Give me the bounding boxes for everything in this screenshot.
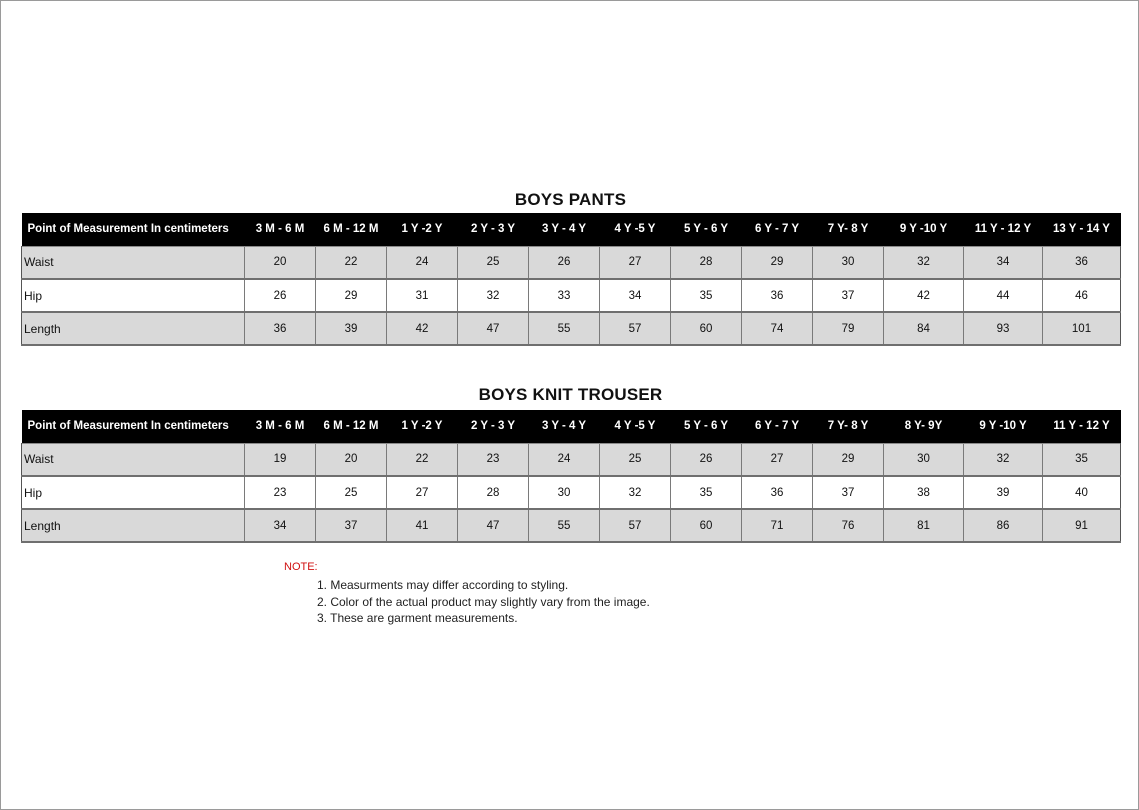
header-size: 3 Y - 4 Y [529, 410, 600, 443]
table-cell: 55 [529, 312, 600, 345]
table-cell: 34 [964, 246, 1043, 279]
table-cell: 81 [884, 509, 964, 542]
table-cell: 31 [387, 279, 458, 312]
table-cell: 30 [813, 246, 884, 279]
table-cell: 42 [884, 279, 964, 312]
header-size: 1 Y -2 Y [387, 213, 458, 246]
note-label: NOTE: [284, 561, 318, 573]
table-row [22, 509, 1121, 542]
table-cell: 32 [884, 246, 964, 279]
table-cell: 19 [245, 443, 316, 476]
table-cell: 26 [245, 279, 316, 312]
table-cell: 57 [600, 312, 671, 345]
table-cell: 20 [316, 443, 387, 476]
table-cell: 36 [742, 476, 813, 509]
boys-pants-table [21, 213, 1121, 346]
table-cell: 30 [529, 476, 600, 509]
note-item: 3. These are garment measurements. [317, 611, 518, 625]
table-cell: 24 [387, 246, 458, 279]
table-cell: 79 [813, 312, 884, 345]
table-cell: 37 [813, 279, 884, 312]
header-size: 4 Y -5 Y [600, 410, 671, 443]
table-cell: 71 [742, 509, 813, 542]
table-cell: 41 [387, 509, 458, 542]
table-cell: 27 [387, 476, 458, 509]
table-cell: 35 [1043, 443, 1121, 476]
notes-list [317, 577, 650, 627]
table-cell: 33 [529, 279, 600, 312]
header-size: 5 Y - 6 Y [671, 213, 742, 246]
table-cell: 36 [1043, 246, 1121, 279]
table-cell: 42 [387, 312, 458, 345]
table-cell: 32 [964, 443, 1043, 476]
table-cell: 55 [529, 509, 600, 542]
boys-pants-title: BOYS PANTS [514, 190, 627, 209]
table-cell: 28 [458, 476, 529, 509]
table-cell: 47 [458, 312, 529, 345]
table-cell: 38 [884, 476, 964, 509]
header-size: 6 M - 12 M [316, 410, 387, 443]
table-cell: 34 [600, 279, 671, 312]
table-cell: 35 [671, 476, 742, 509]
header-size: 3 M - 6 M [245, 213, 316, 246]
table-cell: 36 [245, 312, 316, 345]
table-cell: 20 [245, 246, 316, 279]
boys-knit-trouser-table [21, 410, 1121, 543]
table-cell: 26 [529, 246, 600, 279]
header-size: 5 Y - 6 Y [671, 410, 742, 443]
table-cell: 29 [813, 443, 884, 476]
table-cell: 39 [316, 312, 387, 345]
table-cell: 22 [316, 246, 387, 279]
table-cell: 26 [671, 443, 742, 476]
table-row [22, 279, 1121, 312]
table-cell: 25 [316, 476, 387, 509]
table-cell: 22 [387, 443, 458, 476]
header-size: 2 Y - 3 Y [458, 213, 529, 246]
header-size: 13 Y - 14 Y [1043, 213, 1121, 246]
table-cell: 27 [742, 443, 813, 476]
table-cell: 74 [742, 312, 813, 345]
table-cell: 24 [529, 443, 600, 476]
header-size: 8 Y- 9Y [884, 410, 964, 443]
header-point-of-measurement: Point of Measurement In centimeters [22, 213, 245, 246]
table-cell: 23 [458, 443, 529, 476]
table-cell: 37 [813, 476, 884, 509]
header-size: 1 Y -2 Y [387, 410, 458, 443]
table-cell: 60 [671, 312, 742, 345]
header-size: 4 Y -5 Y [600, 213, 671, 246]
table-cell: 47 [458, 509, 529, 542]
table-cell: 28 [671, 246, 742, 279]
table-cell: 29 [742, 246, 813, 279]
table-row [22, 246, 1121, 279]
row-label: Hip [22, 476, 245, 509]
table-cell: 86 [964, 509, 1043, 542]
table-row [22, 443, 1121, 476]
header-point-of-measurement: Point of Measurement In centimeters [22, 410, 245, 443]
table-cell: 40 [1043, 476, 1121, 509]
table-cell: 32 [458, 279, 529, 312]
header-size: 6 Y - 7 Y [742, 410, 813, 443]
header-size: 9 Y -10 Y [964, 410, 1043, 443]
boys-knit-trouser-title: BOYS KNIT TROUSER [478, 385, 663, 404]
table-cell: 76 [813, 509, 884, 542]
table-cell: 93 [964, 312, 1043, 345]
header-size: 11 Y - 12 Y [964, 213, 1043, 246]
header-size: 11 Y - 12 Y [1043, 410, 1121, 443]
row-label: Length [22, 509, 245, 542]
header-size: 7 Y- 8 Y [813, 213, 884, 246]
note-item: 1. Measurments may differ according to styling. [317, 578, 569, 592]
table-cell: 57 [600, 509, 671, 542]
header-size: 9 Y -10 Y [884, 213, 964, 246]
table-cell: 23 [245, 476, 316, 509]
header-size: 3 M - 6 M [245, 410, 316, 443]
table-cell: 30 [884, 443, 964, 476]
table-cell: 25 [458, 246, 529, 279]
table-row [22, 312, 1121, 345]
table-cell: 32 [600, 476, 671, 509]
table-cell: 35 [671, 279, 742, 312]
table-cell: 44 [964, 279, 1043, 312]
header-size: 7 Y- 8 Y [813, 410, 884, 443]
header-size: 3 Y - 4 Y [529, 213, 600, 246]
table-cell: 37 [316, 509, 387, 542]
table-cell: 46 [1043, 279, 1121, 312]
row-label: Length [22, 312, 245, 345]
table-cell: 84 [884, 312, 964, 345]
note-item: 2. Color of the actual product may slightly vary from the image. [317, 594, 650, 609]
row-label: Waist [22, 443, 245, 476]
table-cell: 39 [964, 476, 1043, 509]
table-cell: 60 [671, 509, 742, 542]
table-cell: 34 [245, 509, 316, 542]
header-size: 2 Y - 3 Y [458, 410, 529, 443]
table-cell: 25 [600, 443, 671, 476]
row-label: Waist [22, 246, 245, 279]
table-row [22, 476, 1121, 509]
header-size: 6 M - 12 M [316, 213, 387, 246]
row-label: Hip [22, 279, 245, 312]
table-cell: 91 [1043, 509, 1121, 542]
table-cell: 36 [742, 279, 813, 312]
table-cell: 29 [316, 279, 387, 312]
header-size: 6 Y - 7 Y [742, 213, 813, 246]
table-cell: 101 [1043, 312, 1121, 345]
table-cell: 27 [600, 246, 671, 279]
